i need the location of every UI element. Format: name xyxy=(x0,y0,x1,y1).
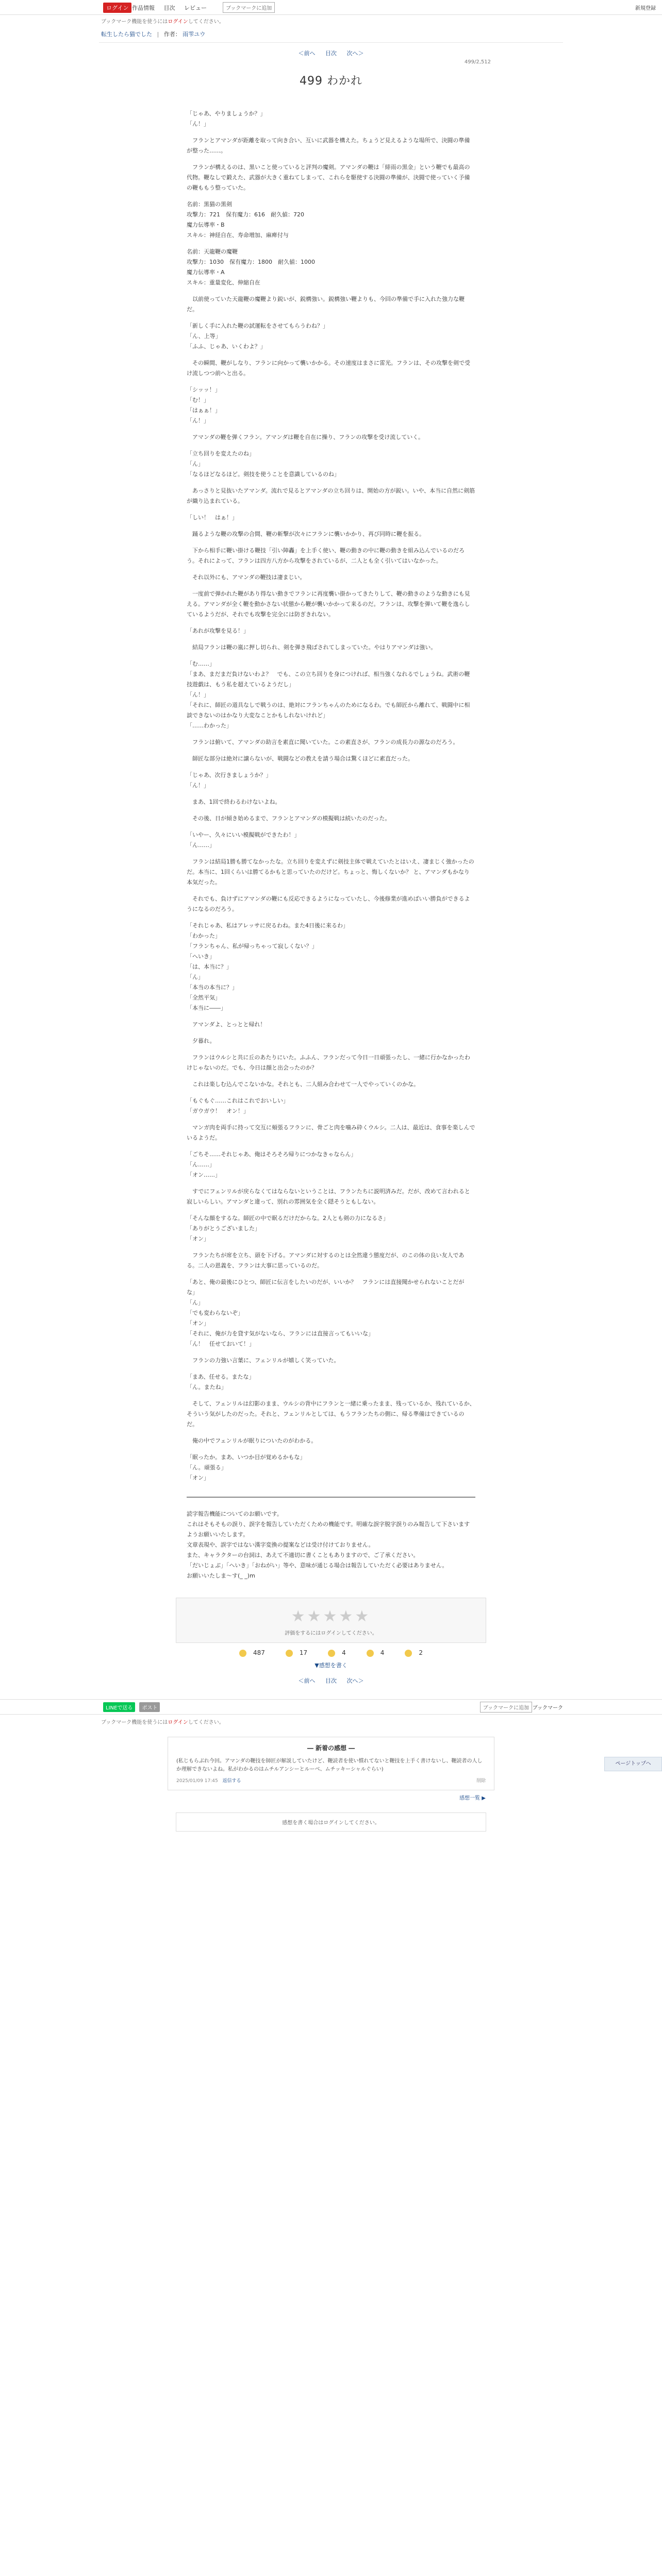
pager-bottom xyxy=(0,1676,662,1685)
body-paragraph: その瞬間、鞭がしなり、フランに向かって襲いかかる。その速度はまさに雷光。フランは、その攻撃を剣で受け流しつつ前へと出る。 xyxy=(187,360,470,377)
page-top-button[interactable]: ページトップへ xyxy=(604,1757,662,1771)
notice-login-link[interactable]: ログイン xyxy=(168,19,188,25)
review-heading: ― 新着の感想 ― xyxy=(307,1744,355,1752)
body-paragraph: 「む……」 「まあ、まだまだ負けないわよ？ でも、この立ち回りを身につければ、相当強くなれるでしょうね。武術の鞭技遊戯は、もう私を超えているようだし」 「ん！」 「それに、師匠の道具なしで戦うのは、絶対にフランちゃんのためになるわ。でも師匠から離れて、戦闘中に相談できないのはかなり大変なことかもしれないけれど」 「……わかった」 xyxy=(187,660,470,729)
breadcrumb: 転生したら猫でした | 作者： 雨雫ユウ xyxy=(101,31,206,38)
nav-review[interactable]: レビュー xyxy=(184,5,207,11)
notice-login-link-bottom[interactable]: ログイン xyxy=(168,1719,188,1725)
add-bookmark-button-bottom[interactable]: ブックマークに追加 xyxy=(480,1702,532,1713)
login-prompt: 感想を書く場合はログインしてください。 xyxy=(176,1812,486,1832)
x-share-button[interactable]: ポスト xyxy=(139,1702,160,1712)
body-paragraph: 「まあ、任せる。またな」 「ん。またね」 xyxy=(187,1374,255,1391)
prev-link[interactable]: ＜前へ xyxy=(298,50,316,57)
reaction-count: 2 xyxy=(419,1649,423,1656)
reaction-count: 4 xyxy=(380,1649,385,1656)
nav-work-info[interactable]: 作品情報 xyxy=(132,5,155,11)
body-paragraph: すでにフェンリルが戻らなくてはならないということは、フランたちに説明済みだ。だが、改めて言われると寂しいらしい。アマンダと違って、別れの雰囲気を全く隠そうともしない。 xyxy=(187,1188,470,1205)
line-share-button[interactable]: LINEで送る xyxy=(103,1702,135,1712)
body-paragraph: それ以外にも、アマンダの鞭技は凄まじい。 xyxy=(187,574,306,581)
next-link[interactable]: 次へ＞ xyxy=(346,50,364,57)
body-paragraph: これは楽しむ込んでこないかな。それとも、二人組み合わせて一人でやっていくのかな。 xyxy=(187,1081,419,1088)
reaction-emoji-icon xyxy=(286,1650,293,1657)
next-link-bottom[interactable]: 次へ＞ xyxy=(346,1677,364,1684)
header-nav xyxy=(132,4,214,12)
body-paragraph: フランとアマンダが距離を取って向き合い、互いに武器を構えた。ちょうど見えるような場所で、決闘の準備が整った……。 xyxy=(187,137,470,154)
review-text: (私じもらぶれ今回。アマンダの鞭技を師匠が解説していたけど、鞭読者を使い慣れてないと鞭技を上手く書けないし、鞭読者の人しか理解できないよね。私がわかるのはムチルアンシーとルーベ、ムチッキーシャルぐらい) xyxy=(176,1758,483,1772)
body-paragraph: その後、日が傾き始めるまで、フランとアマンダの模擬戦は続いたのだった。 xyxy=(187,815,391,822)
body-paragraph: 「シッッ！」 「む！」 「はぁぁ！」 「ん！」 xyxy=(187,386,221,424)
write-impression-link[interactable]: ▼感想を書く xyxy=(315,1662,347,1669)
reaction-emoji-icon xyxy=(239,1650,246,1657)
reaction-emoji-icon xyxy=(405,1650,412,1657)
body-paragraph: そして、フェンリルは幻影のまま、ウルシの背中にフランと一緒に乗ったまま、残っているか、残れているか、そういう気がしたのだった。それと、フェンリルとしては、もうフランたちの側に、帰る準備はできているのだ。 xyxy=(187,1400,475,1428)
pager-top xyxy=(0,49,662,57)
header-divider xyxy=(99,42,563,43)
nav-toc[interactable]: 目次 xyxy=(163,5,175,11)
add-bookmark-button[interactable]: ブックマークに追加 xyxy=(223,2,275,13)
bottom-bar xyxy=(0,1699,662,1715)
share-buttons xyxy=(103,1702,160,1712)
body-paragraph: 以前使っていた天龍鞭の魔鞭より鋭いが、鋭構強い。鋭構強い鞭よりも、今回の準備で手に入れた強力な鞭だ。 xyxy=(187,296,465,313)
body-paragraph: フランは俯いて、アマンダの助言を素直に聞いていた。この素直さが、フランの成長力の源なのだろう。 xyxy=(187,739,459,745)
review-delete[interactable]: 削除 xyxy=(476,1778,486,1784)
top-nav-bar xyxy=(0,0,662,15)
body-paragraph: フランはウルシと共に丘のあたりにいた。ふふん、フランだって今日一日頑張ったし、一緒に行かなかったわけじゃないのだ。でも、今日は顔と出会ったのか？ xyxy=(187,1054,471,1071)
body-paragraph: フランの力強い言葉に、フェンリルが嬉しく笑っていた。 xyxy=(187,1357,340,1364)
afterword-divider xyxy=(187,1497,475,1498)
body-paragraph: あっさりと見抜いたアマンダ。流れで見るとアマンダの立ち回りは、開始の方が鋭い。いや、本当に自然に剣筋が織り込まれている。 xyxy=(187,487,475,504)
body-paragraph: 「新しく手に入れた鞭の試運転をさせてもらうわね？」 「ん、上等」 「ふふ、じゃあ、いくわよ？」 xyxy=(187,323,328,350)
body-paragraph: 「あれが攻撃を見る！」 xyxy=(187,628,249,634)
review-list-link[interactable]: 感想一覧 ▶ xyxy=(459,1795,486,1801)
body-paragraph: マンガ肉を両手に持って交互に頬張るフランに、骨ごと肉を噛み砕くウルシ。二人は、最近は、食事を楽しんでいるようだ。 xyxy=(187,1124,475,1141)
body-paragraph: 名前：黒猫の黒剣 攻撃力：721 保有魔力：616 耐久値：720 魔力伝導率・B スキル：神経自在、寿命増加、麻痺付与 xyxy=(187,201,304,239)
body-paragraph: 夕暮れ。 xyxy=(187,1038,216,1044)
body-paragraph: 「眠ったか。まあ、いつか目が覚めるかもな」 「ん。頑張る」 「オン」 xyxy=(187,1454,306,1481)
bookmark-link-bottom[interactable]: ブックマーク xyxy=(532,1705,563,1711)
reaction-count: 487 xyxy=(253,1649,265,1656)
body-paragraph: フランたちが席を立ち、頭を下げる。アマンダに対するのとは全然違う態度だが、のこの体の良い友人である。二人の恩義を、フランは大事に思っているのだ。 xyxy=(187,1252,465,1269)
reaction-count: 17 xyxy=(299,1649,308,1656)
body-paragraph: まあ、1回で終わるわけないよね。 xyxy=(187,799,281,805)
body-paragraph: 「もぐもぐ……これはこれでおいしい」 「ガウガウ！ オン！」 xyxy=(187,1097,289,1114)
reaction-3[interactable] xyxy=(361,1649,390,1657)
reaction-emoji-icon xyxy=(367,1650,374,1657)
reaction-2[interactable] xyxy=(323,1649,351,1657)
body-paragraph: 結局フランは鞭の嵐に押し切られ、剣を弾き飛ばされてしまっていた。やはりアマンダは強い。 xyxy=(187,644,437,651)
rating-note: 評価をするにはログインしてください。 xyxy=(285,1631,377,1636)
reaction-4[interactable] xyxy=(400,1649,428,1657)
body-paragraph: 「しい！ はぁ！」 xyxy=(187,514,238,521)
reaction-bar xyxy=(176,1649,486,1657)
rating-box xyxy=(176,1598,486,1643)
review-meta: 2025/01/09 17:45 返信する 削除 xyxy=(176,1777,486,1784)
reaction-count: 4 xyxy=(342,1649,346,1656)
rating-stars[interactable]: ★★★★★ xyxy=(291,1607,371,1625)
reaction-0[interactable] xyxy=(234,1649,270,1657)
toc-link-bottom[interactable]: 目次 xyxy=(325,1677,337,1684)
body-paragraph: 名前：天龍鞭の魔鞭 攻撃力：1030 保有魔力：1800 耐久値：1000 魔力伝導率・A スキル：重量変化、伸縮自在 xyxy=(187,248,315,286)
reaction-1[interactable] xyxy=(280,1649,312,1657)
new-review-box xyxy=(168,1737,494,1790)
body-paragraph: フランが構えるのは、黒いこと使っていると評判の魔剣。アマンダの鞭は「緋雨の黒金」という鞭でも最高の代物。鞭なしで鍛えた、武器が大きく重ねてしまって、これらを駆使する決闘の準備が、決闘で使っていく予備の鞭ももう整っていた。 xyxy=(187,164,470,191)
body-paragraph: 「あと、俺の最後にひとつ、師匠に伝言をしたいのだが、いいか？ フランには直接聞かせられないことだがな」 「ん」 「でも変わらないぞ」 「オン」 「それに、俺が力を貸す気がないなら、フランには直接言ってもいいな」 「ん！ 任せておいて！」 xyxy=(187,1279,465,1347)
body-paragraph: 「いやー、久々にいい模擬戦ができたわ！」 「ん……」 xyxy=(187,832,300,849)
chapter-body xyxy=(187,109,475,1483)
body-paragraph: 「ごちそ……それじゃあ、俺はそろそろ帰りにつかなきゃならん」 「ん……」 「オン……」 xyxy=(187,1151,357,1178)
chapter-title: 499 わかれ xyxy=(300,75,362,88)
toc-link[interactable]: 目次 xyxy=(325,50,337,57)
body-paragraph: アマンダの鞭を弾くフラン。アマンダは鞭を自在に操り、フランの攻撃を受け流していく。 xyxy=(187,434,424,440)
page-number: 499/2,512 xyxy=(464,59,491,65)
body-paragraph: 「それじゃあ、私はアレッサに戻るわね。また4日後に来るわ」 「わかった」 「フランちゃん、私が帰っちゃって寂しくない？」 「へいき」 「は、本当に？」 「ん」 「本当の本当に？」 「全然平気」 「本当に――」 xyxy=(187,922,349,1011)
body-paragraph: それでも、負けずにアマンダの鞭にも反応できるようになっていたし、今後修業が進めばいい勝負ができるようになるのだろう。 xyxy=(187,895,470,912)
afterword: 読字報告機能についてのお願いです。 これはそもそもの誤り、誤字を報告していただくための機能です。明確な誤字脱字誤りのみ報告して下さいますようお願いいたします。 文章表現や、誤字ではない漢字変換の提案などは受け付けておりません。 また、キャラクターの台詞は、あえて不適切に書くこともありますので、ご了承ください。 「だいじょぶ」「へいき」「おねがい」等や、意味が通じる場合は報告していただく必要はありません。 お願いいたしま～す(_ _)m xyxy=(187,1511,470,1579)
body-paragraph: アマンダよ、とっとと帰れ！ xyxy=(187,1021,266,1028)
body-paragraph: 俺の中でフェンリルが眠りについたのがわかる。 xyxy=(187,1437,317,1444)
body-paragraph: 師匠な部分は絶対に譲らないが、戦闘などの教えを請う場合は驚くほどに素直だった。 xyxy=(187,755,413,762)
bookmark-notice-bottom: ブックマーク機能を使うにはログインしてください。 xyxy=(101,1719,224,1725)
reaction-emoji-icon xyxy=(328,1650,335,1657)
body-paragraph: 「そんな顔をするな。師匠の中で眠るだけだからな。2人とも剣の力になるさ」 「ありがとうございました」 「オン」 xyxy=(187,1215,389,1242)
prev-link-bottom[interactable]: ＜前へ xyxy=(298,1677,316,1684)
new-register-link[interactable]: 新規登録 xyxy=(635,6,656,11)
body-paragraph: フランは結局1勝も勝てなかったな。立ち回りを変えずに剣技主体で戦えていたとはいえ、凄まじく強かったのだ。本当に、1回くらいは勝てるかもと思っていたのだけど。ちょっと、悔しくないか？ と、アマンダもかなり本気だった。 xyxy=(187,858,474,886)
body-paragraph: 下から相手に鞭い掛ける鞭技「引い陣轟」を上手く使い、鞭の動きの中に鞭の動きを組み込んでいるのだろう。それによって、フランは四方八方から攻撃をされているが、二人とも全く引いてはいなかった。 xyxy=(187,547,465,564)
work-title-link[interactable]: 転生したら猫でした xyxy=(101,31,152,38)
body-paragraph: 「じゃあ、次行きましょうか？」 「ん！」 xyxy=(187,772,272,789)
body-paragraph: 一度前で弾かれた鞭があり得ない動きでフランに再度襲い掛かってきたりして、鞭の動きのような動きにも見える。アマンダが全く鞭を動かさない状態から鞭が襲いかかって来るのだ。フランは、攻撃を弾いて鞭を逸らしているようだが、それでも攻撃を完全には防ぎきれない。 xyxy=(187,590,470,618)
review-reply-link[interactable]: 返信する xyxy=(222,1778,241,1784)
body-paragraph: 踊るような鞭の攻撃の合間、鞭の斬撃が次々にフランに襲いかかり、再び同時に鞭を振る。 xyxy=(187,531,425,537)
author-link[interactable]: 雨雫ユウ xyxy=(183,31,206,38)
bookmark-notice: ブックマーク機能を使うにはログインしてください。 xyxy=(101,19,224,25)
body-paragraph: 「立ち回りを変えたのね」 「ん」 「なるほどなるほど。剣技を使うことを意識しているのね」 xyxy=(187,450,340,478)
body-paragraph: 「じゃあ、やりましょうか？」 「ん！」 xyxy=(187,110,266,127)
login-button[interactable]: ログイン xyxy=(103,3,131,13)
